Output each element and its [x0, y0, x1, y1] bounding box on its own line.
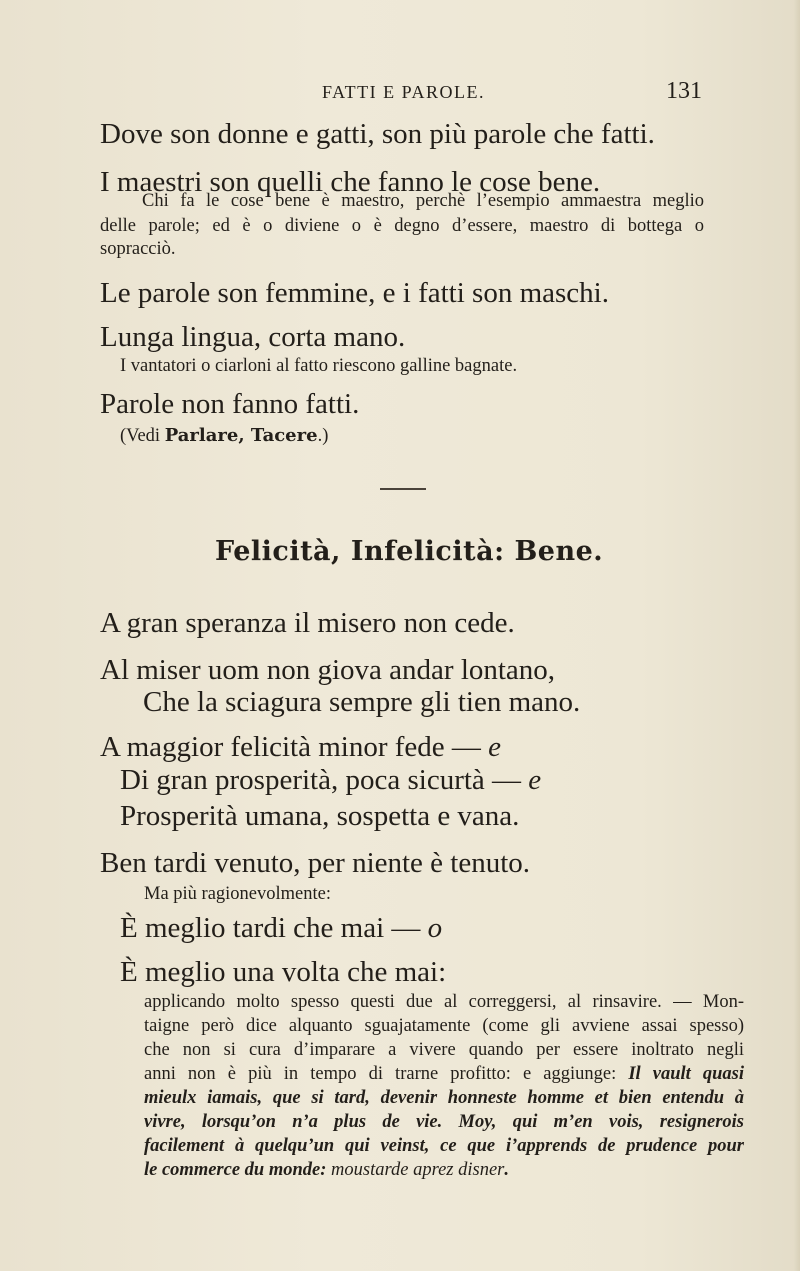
- section-heading: Felicità, Infelicità: Bene.: [215, 536, 604, 567]
- french-quote-line: vivre, lorsqu’on n’a plus de vie. Moy, qui m’en vois, resignerois: [144, 1112, 744, 1132]
- page-number: 131: [666, 78, 702, 104]
- conjunction: o: [427, 912, 443, 944]
- note-line: I vantatori o ciarloni al fatto riescono galline bagnate.: [120, 356, 518, 376]
- proverb-line: Lunga lingua, corta mano.: [100, 321, 406, 353]
- commentary-line: taigne però dice alquanto sguajatamente (come gli avviene assai spesso): [144, 1016, 744, 1036]
- note-line: sopracciò.: [100, 239, 176, 259]
- commentary-line: applicando molto spesso questi due al correggersi, al rinsavire. — Mon-: [144, 992, 744, 1012]
- proverb-line: [120, 912, 442, 945]
- xref-word-tacere: Tacere: [250, 425, 318, 446]
- running-head: FATTI E PAROLE.: [322, 82, 486, 102]
- proverb-line: Al miser uom non giova andar lontano,: [100, 654, 556, 686]
- proverb-line: A gran speranza il misero non cede.: [100, 607, 515, 639]
- french-quote-line: facilement à quelqu’un qui veinst, ce que i’apprends de prudence pour: [144, 1136, 744, 1156]
- french-quote-text: moustarde aprez disner: [331, 1160, 505, 1180]
- conjunction: e: [528, 764, 542, 796]
- conjunction: e: [488, 731, 502, 763]
- proverb-line: Dove son donne e gatti, son più parole che fatti.: [100, 118, 655, 150]
- note-line: Ma più ragionevolmente:: [144, 884, 332, 904]
- page-edge-shadow: [794, 0, 800, 1271]
- proverb-text: È meglio tardi che mai —: [120, 912, 421, 944]
- proverb-line: Che la sciagura sempre gli tien mano.: [143, 686, 581, 718]
- proverb-line: [100, 731, 501, 764]
- xref-word-parlare: Parlare: [164, 425, 239, 446]
- french-quote-line: [144, 1160, 509, 1181]
- xref-close: .): [317, 426, 329, 446]
- proverb-line: [120, 764, 541, 797]
- xref-separator: ,: [238, 425, 251, 446]
- proverb-line: Le parole son femmine, e i fatti son maschi.: [100, 277, 609, 309]
- commentary-line: [144, 1064, 744, 1085]
- french-quote: Il vault quasi: [628, 1064, 744, 1084]
- proverb-line: I maestri son quelli che fanno le cose bene.: [100, 166, 601, 198]
- page-header: [0, 78, 800, 112]
- cross-reference: [120, 425, 328, 447]
- proverb-line: Ben tardi venuto, per niente è tenuto.: [100, 847, 531, 879]
- note-line: Chi fa le cose bene è maestro, perchè l’esempio ammaestra meglio: [142, 191, 704, 211]
- commentary-text: anni non è più in tempo di trarne profitto: e aggiunge:: [144, 1064, 629, 1084]
- period: .: [504, 1160, 509, 1180]
- proverb-text: A maggior felicità minor fede —: [100, 731, 481, 763]
- proverb-text: Di gran prosperità, poca sicurtà —: [120, 764, 522, 796]
- section-divider: [380, 488, 426, 490]
- commentary-line: che non si cura d’imparare a vivere quando per essere inoltrato negli: [144, 1040, 744, 1060]
- proverb-line: È meglio una volta che mai:: [120, 956, 447, 988]
- proverb-line: Parole non fanno fatti.: [100, 388, 360, 420]
- french-quote-text: le commerce du monde:: [144, 1160, 332, 1180]
- note-line: delle parole; ed è o diviene o è degno d’essere, maestro di bottega o: [100, 216, 704, 236]
- xref-open: (Vedi: [120, 426, 165, 446]
- french-quote-line: mieulx iamais, que si tard, devenir honneste homme et bien entendu à: [144, 1088, 744, 1108]
- proverb-line: Prosperità umana, sospetta e vana.: [120, 800, 520, 832]
